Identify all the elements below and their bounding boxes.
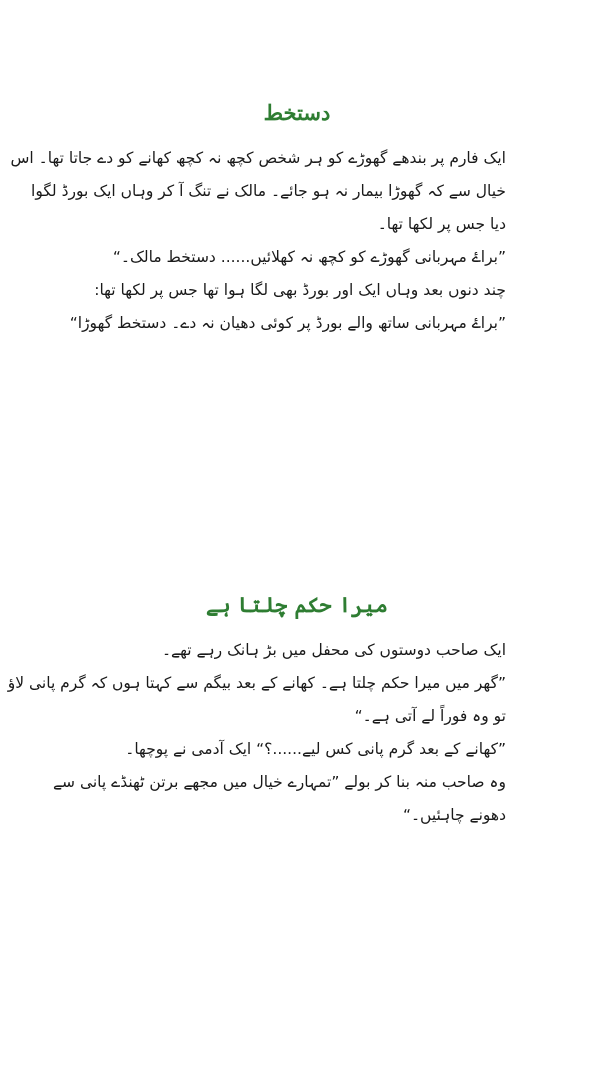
story-line: ایک صاحب دوستوں کی محفل میں بڑ ہانک رہے تھے۔ bbox=[161, 641, 506, 659]
story-line: ”کھانے کے بعد گرم پانی کس لیے......؟“ ایک آدمی نے پوچھا۔ bbox=[125, 740, 506, 758]
story-line: ایک فارم پر بندھے گھوڑے کو ہر شخص کچھ نہ کچھ کھانے کو دے جاتا تھا۔ اس bbox=[10, 149, 506, 167]
story-line: تو وہ فوراً لے آتی ہے۔“ bbox=[354, 707, 506, 725]
story-line: ”براۓ مہربانی گھوڑے کو کچھ نہ کھلائیں...... دستخط مالک۔“ bbox=[112, 248, 506, 266]
story-signature bbox=[10, 98, 506, 340]
story-my-order bbox=[7, 590, 506, 832]
story-line: چند دنوں بعد وہاں ایک اور بورڈ بھی لگا ہوا تھا جس پر لکھا تھا: bbox=[94, 281, 506, 299]
story-line: ”براۓ مہربانی ساتھ والے بورڈ پر کوئی دھیان نہ دے۔ دستخط گھوڑا“ bbox=[69, 314, 506, 332]
story-line: دیا جس پر لکھا تھا۔ bbox=[377, 215, 506, 233]
story-line: وہ صاحب منہ بنا کر بولے ”تمہارے خیال میں مجھے برتن ٹھنڈے پانی سے bbox=[52, 773, 506, 791]
story-line: خیال سے کہ گھوڑا بیمار نہ ہو جائے۔ مالک نے تنگ آ کر وہاں ایک بورڈ لگوا bbox=[31, 182, 506, 200]
story-title: میرا حکم چلتا ہے bbox=[206, 592, 388, 617]
story-line: دھونے چاہئیں۔“ bbox=[402, 806, 506, 824]
story-title: دستخط bbox=[263, 100, 331, 125]
story-line: ”گھر میں میرا حکم چلتا ہے۔ کھانے کے بعد بیگم سے کہتا ہوں کہ گرم پانی لاؤ bbox=[7, 674, 506, 692]
